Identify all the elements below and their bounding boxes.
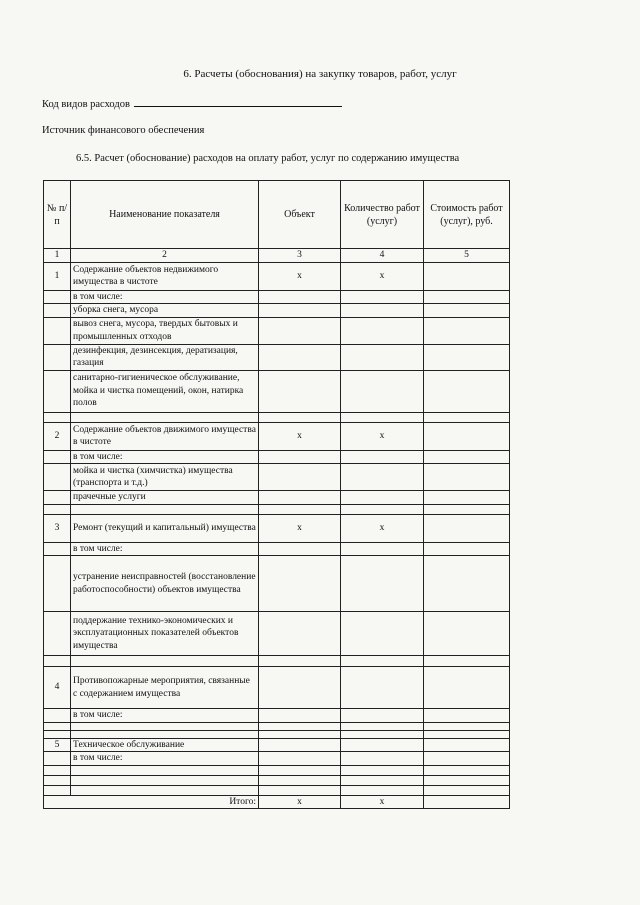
colnum: 4 (341, 249, 424, 263)
table-row (44, 262, 510, 290)
table-row (44, 304, 510, 318)
table-row (44, 450, 510, 464)
row-name: Ремонт (текущий и капитальный) имущества (71, 514, 259, 542)
empty-row (44, 504, 510, 514)
empty-row (44, 785, 510, 795)
empty-row (44, 656, 510, 667)
empty-row (44, 730, 510, 738)
row-name: дезинфекция, дезинсекция, дератизация, газация (71, 344, 259, 370)
row-name: Содержание объектов недвижимого имущества в чистоте (71, 262, 259, 290)
row-cost[interactable] (424, 491, 510, 505)
funding-source-label: Источник финансового обеспечения (42, 125, 205, 136)
table-row (44, 752, 510, 766)
table-row (44, 290, 510, 304)
table-row (44, 738, 510, 752)
empty-row (44, 722, 510, 730)
row-qty: x (341, 422, 424, 450)
row-cost[interactable] (424, 709, 510, 723)
row-cost[interactable] (424, 422, 510, 450)
total-label: Итого: (44, 795, 259, 809)
row-object: x (259, 262, 341, 290)
table-row (44, 709, 510, 723)
colnum: 2 (71, 249, 259, 263)
row-name: в том числе: (71, 709, 259, 723)
total-cost[interactable] (424, 795, 510, 809)
row-cost[interactable] (424, 344, 510, 370)
row-name: в том числе: (71, 290, 259, 304)
colnum: 1 (44, 249, 71, 263)
row-name: Техническое обслуживание (71, 738, 259, 752)
row-name: санитарно-гигиеническое обслуживание, мойка и чистка помещений, окон, натирка полов (71, 370, 259, 412)
row-name: устранение неисправностей (восстановление работоспособности) объектов имущества (71, 556, 259, 612)
row-name: уборка снега, мусора (71, 304, 259, 318)
row-object: x (259, 514, 341, 542)
header-name: Наименование показателя (71, 181, 259, 249)
table-row (44, 556, 510, 612)
table-row (44, 370, 510, 412)
header-object: Объект (259, 181, 341, 249)
row-cost[interactable] (424, 262, 510, 290)
row-name: в том числе: (71, 542, 259, 556)
row-name: в том числе: (71, 450, 259, 464)
row-num: 4 (44, 667, 71, 709)
row-name: прачечные услуги (71, 491, 259, 505)
subsection-heading: 6.5. Расчет (обоснование) расходов на оплату работ, услуг по содержанию имущества (76, 153, 460, 164)
row-cost[interactable] (424, 667, 510, 709)
row-qty: x (341, 262, 424, 290)
row-cost[interactable] (424, 304, 510, 318)
header-cost: Стоимость работ (услуг), руб. (424, 181, 510, 249)
row-cost[interactable] (424, 370, 510, 412)
expense-code-blank[interactable] (134, 96, 342, 107)
colnum: 3 (259, 249, 341, 263)
row-object: x (259, 422, 341, 450)
table-header-row (44, 181, 510, 249)
row-name: мойка и чистка (химчистка) имущества (транспорта и т.д.) (71, 464, 259, 491)
row-num: 2 (44, 422, 71, 450)
row-cost[interactable] (424, 752, 510, 766)
table-row (44, 344, 510, 370)
row-cost[interactable] (424, 738, 510, 752)
expense-code-label: Код видов расходов (42, 99, 130, 110)
row-cost[interactable] (424, 514, 510, 542)
expense-code-line (42, 96, 342, 110)
empty-row (44, 765, 510, 775)
row-name: поддержание технико-экономических и эксплуатационных показателей объектов имущества (71, 612, 259, 656)
header-qty: Количество работ (услуг) (341, 181, 424, 249)
table-row (44, 514, 510, 542)
row-name: Содержание объектов движимого имущества в чистоте (71, 422, 259, 450)
total-qty: x (341, 795, 424, 809)
row-num: 1 (44, 262, 71, 290)
table-row (44, 491, 510, 505)
table-row (44, 542, 510, 556)
empty-row (44, 412, 510, 422)
empty-row (44, 775, 510, 785)
table-row (44, 317, 510, 344)
row-cost[interactable] (424, 612, 510, 656)
table-row (44, 422, 510, 450)
calculation-table (43, 180, 510, 809)
row-cost[interactable] (424, 542, 510, 556)
row-cost[interactable] (424, 290, 510, 304)
row-name: в том числе: (71, 752, 259, 766)
row-cost[interactable] (424, 464, 510, 491)
row-num: 3 (44, 514, 71, 542)
table-row (44, 464, 510, 491)
section-heading: 6. Расчеты (обоснования) на закупку товаров, работ, услуг (183, 68, 457, 80)
total-row (44, 795, 510, 809)
row-cost[interactable] (424, 317, 510, 344)
total-object: x (259, 795, 341, 809)
row-name: вывоз снега, мусора, твердых бытовых и промышленных отходов (71, 317, 259, 344)
colnum: 5 (424, 249, 510, 263)
table-row (44, 667, 510, 709)
row-num: 5 (44, 738, 71, 752)
table-row (44, 612, 510, 656)
row-name: Противопожарные мероприятия, связанные с содержанием имущества (71, 667, 259, 709)
row-qty: x (341, 514, 424, 542)
row-cost[interactable] (424, 556, 510, 612)
column-numbers-row (44, 249, 510, 263)
header-num: № п/п (44, 181, 71, 249)
row-cost[interactable] (424, 450, 510, 464)
